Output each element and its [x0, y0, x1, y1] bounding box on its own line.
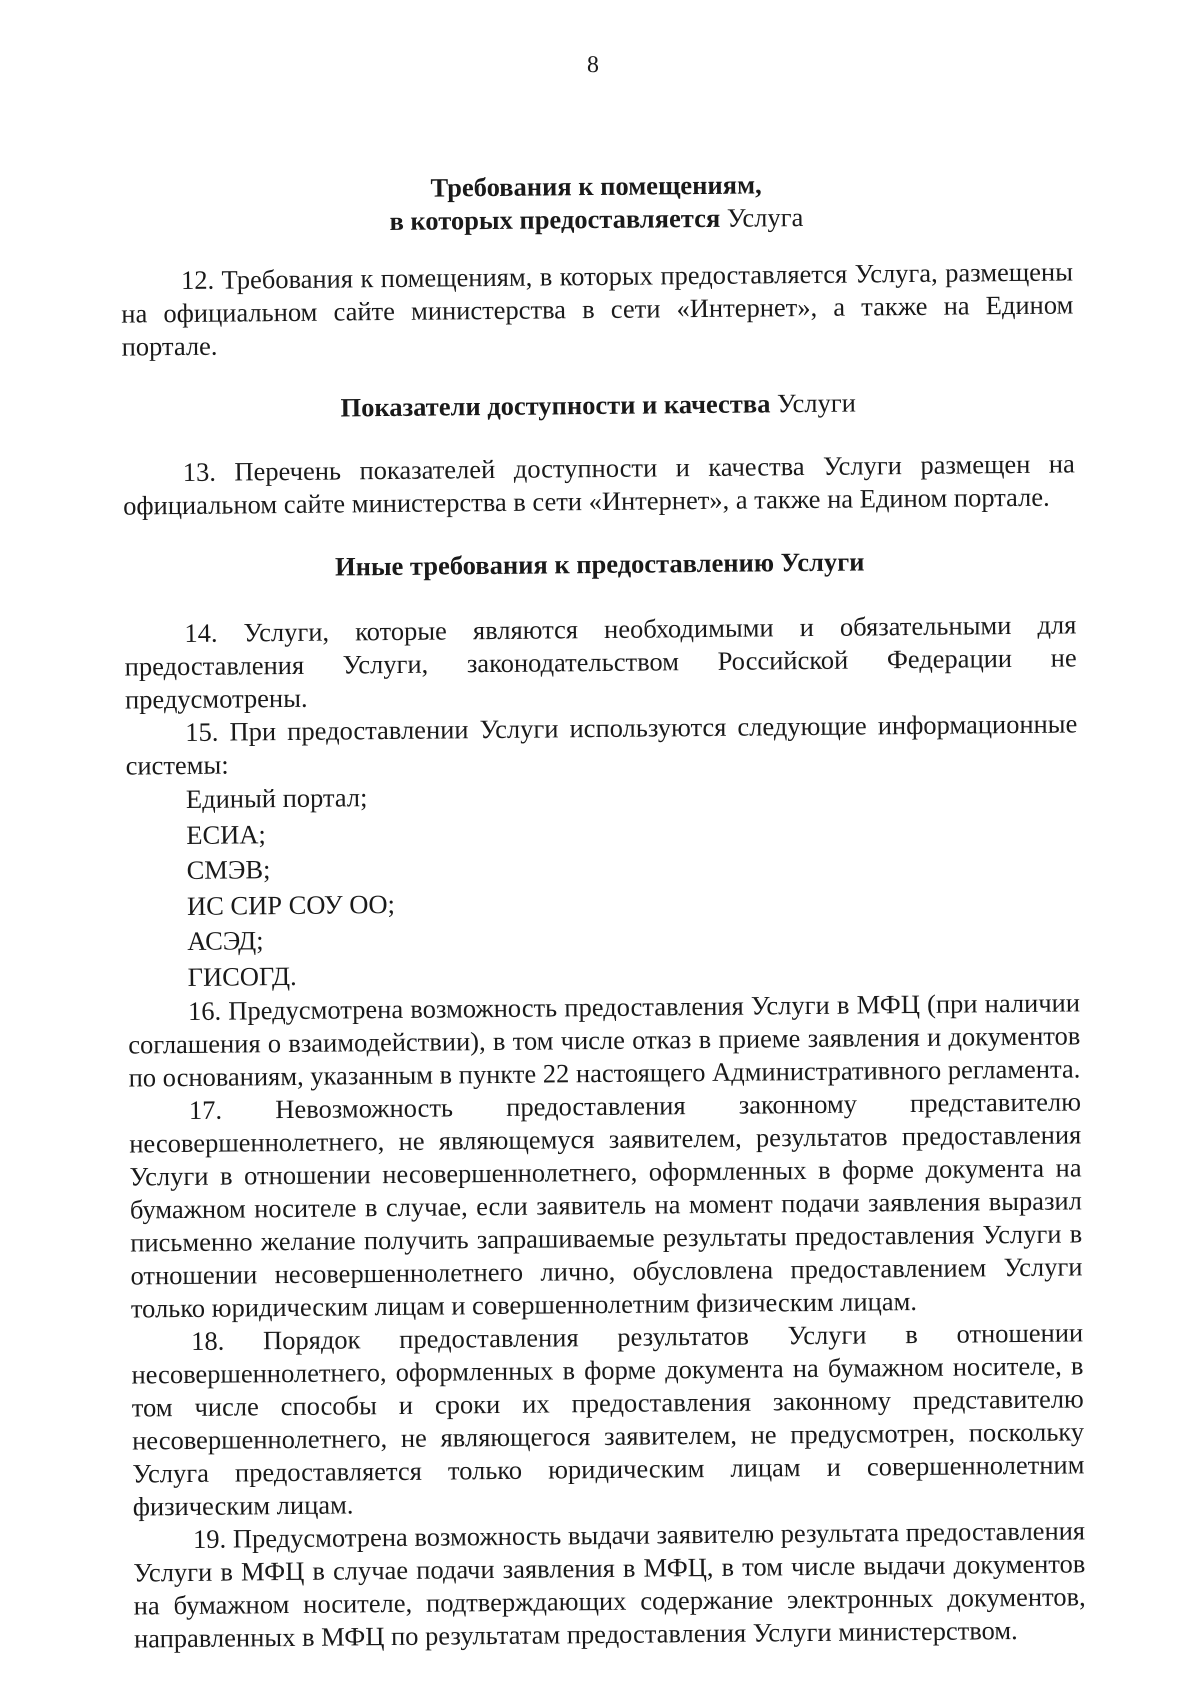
- heading-plain-part: Услуги: [776, 387, 857, 419]
- heading-line: Требования к помещениям,: [430, 169, 762, 203]
- paragraph-19: 19. Предусмотрена возможность выдачи заявителю результата предоставления Услуги в МФЦ в случае подачи заявления в МФЦ, в том числе выдачи документов на бумажном носителе, подтверждающих содержание электронных документов, направленных в МФЦ по результатам предоставления Услуги министерством.: [133, 1515, 1086, 1654]
- list-item: Единый портал;: [185, 782, 368, 814]
- page-number: 8: [586, 51, 600, 79]
- paragraph-14: 14. Услуги, которые являются необходимыми и обязательными для предоставления Услуги, законодательством Российской Федерации не предусмотрены.: [124, 609, 1077, 715]
- list-item: ИС СИР СОУ ОО;: [186, 888, 396, 921]
- heading-plain-part: Услуга: [726, 202, 804, 233]
- section-heading-quality: [122, 384, 1074, 426]
- heading-bold-part: в которых предоставляется: [389, 202, 721, 236]
- paragraph-12: 12. Требования к помещениям, в которых предоставляется Услуга, размещены на официальном сайте министерства в сети «Интернет», а также на Едином портале.: [121, 256, 1074, 362]
- document-body: [120, 165, 1086, 1655]
- paragraph-15: 15. При предоставлении Услуги используются следующие информационные системы:: [125, 708, 1078, 781]
- list-item: ГИСОГД.: [187, 960, 297, 992]
- paragraph-17: 17. Невозможность предоставления законному представителю несовершеннолетнего, не являющемуся заявителем, результатов предоставления Услуги в отношении несовершеннолетнего, оформленных в форме документа на бумажном носителе в случае, если заявитель на момент подачи заявления выразил письменно желание получить запрашиваемые результаты предоставления Услуги в отношении несовершеннолетнего лично, обусловлена предоставлением Услуги только юридическим лицам и совершеннолетним физическим лицам.: [129, 1086, 1083, 1324]
- list-item: ЕСИА;: [186, 818, 266, 850]
- list-item: АСЭД;: [187, 925, 264, 956]
- information-systems-list: [126, 773, 1080, 995]
- paragraph-13: 13. Перечень показателей доступности и качества Услуги размещен на официальном сайте министерства в сети «Интернет», а также на Едином портале.: [123, 448, 1075, 521]
- paragraph-18: 18. Порядок предоставления результатов Услуги в отношении несовершеннолетнего, оформленных в форме документа на бумажном носителе, в том числе способы и сроки их предоставления законному представителю несовершеннолетнего, не являющегося заявителем, не предусмотрен, поскольку Услуга предоставляется только юридическим лицам и совершеннолетним физическим лицам.: [131, 1317, 1085, 1522]
- heading-bold-part: Показатели доступности и качества: [340, 388, 771, 423]
- section-heading-premises: [120, 165, 1073, 240]
- paragraph-16: 16. Предусмотрена возможность предоставления Услуги в МФЦ (при наличии соглашения о взаимодействии), в том числе отказ в приеме заявления и документов по основаниям, указанным в пункте 22 настоящего Административного регламента.: [128, 987, 1081, 1093]
- section-heading-other-requirements: Иные требования к предоставлению Услуги: [334, 546, 865, 582]
- list-item: СМЭВ;: [186, 854, 271, 885]
